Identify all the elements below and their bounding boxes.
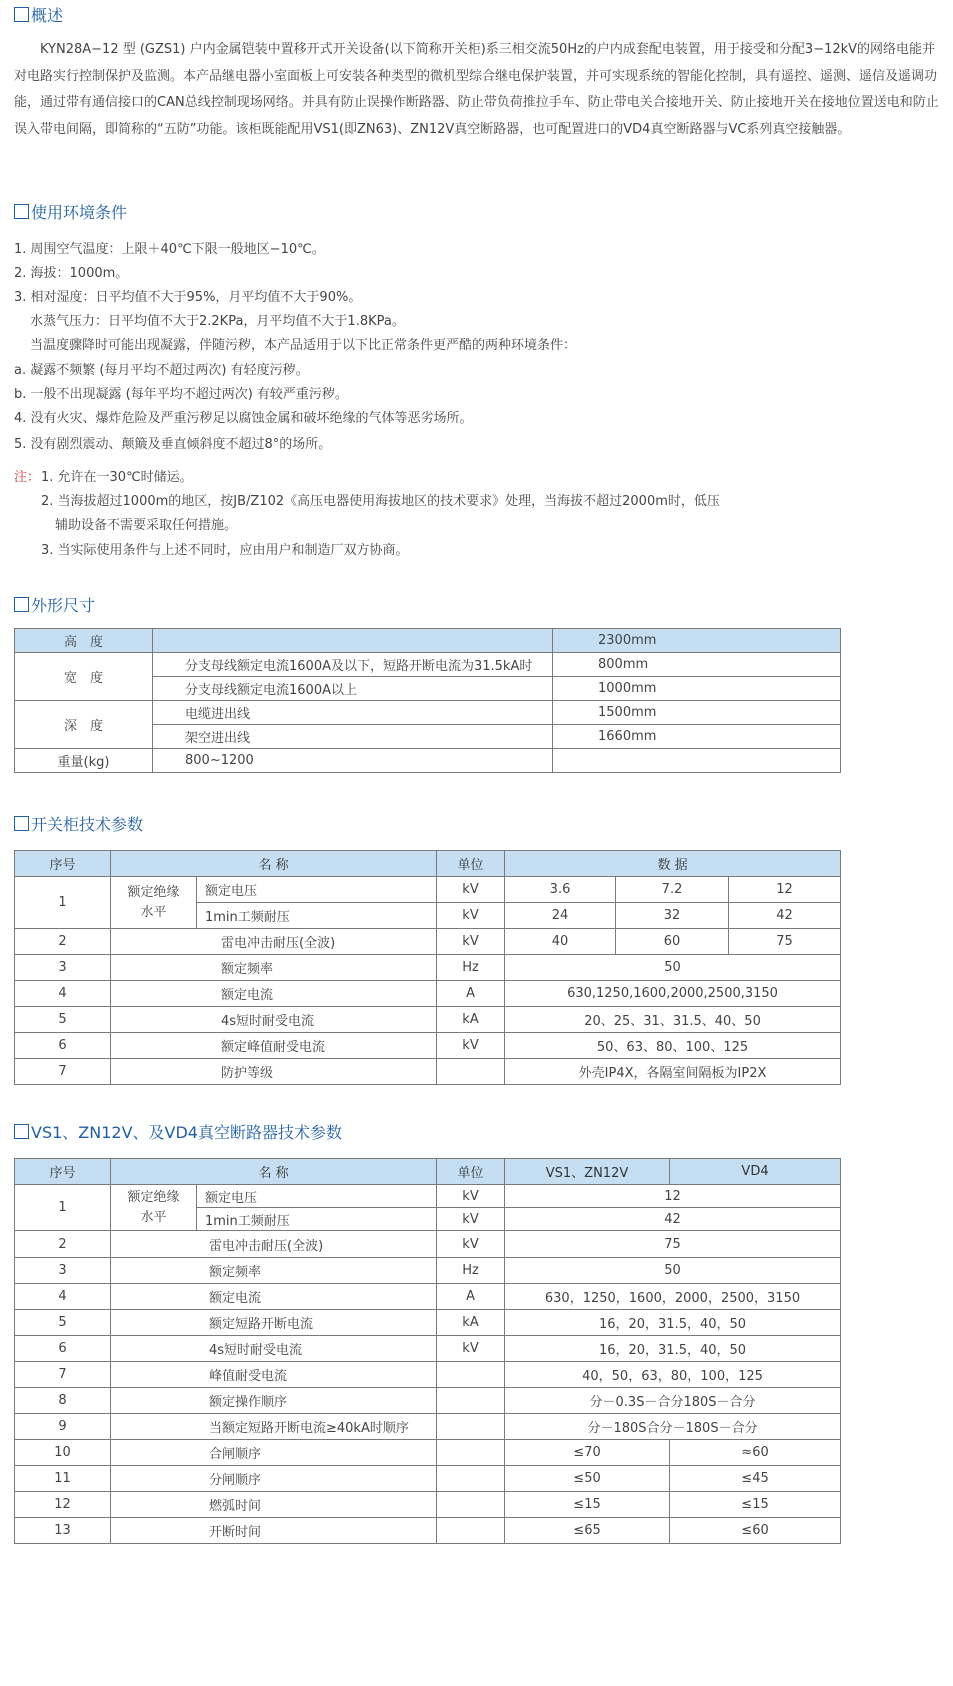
table-row: 1min工频耐压 kV 42 bbox=[15, 1208, 841, 1231]
weight-value: 800~1200 bbox=[153, 749, 553, 773]
env-line-a: a. 凝露不频繁 (每月平均不超过两次) 有轻度污秽。 bbox=[14, 363, 309, 378]
table-row: 1 额定绝缘水平 额定电压 kV 3.6 7.2 12 bbox=[15, 877, 841, 903]
weight-label: 重量(kg) bbox=[15, 749, 153, 773]
table-row: 7 防护等级 外壳IP4X，各隔室间隔板为IP2X bbox=[15, 1059, 841, 1085]
dimensions-table bbox=[14, 628, 841, 773]
overview-title: 概述 bbox=[14, 6, 63, 26]
checkbox-square-icon bbox=[14, 597, 29, 612]
table-row: 6 额定峰值耐受电流 kV 50、63、80、100、125 bbox=[15, 1033, 841, 1059]
breaker-table bbox=[14, 1158, 841, 1544]
table-row: 10 合闸顺序 ≤70 ≈60 bbox=[15, 1440, 841, 1466]
checkbox-square-icon bbox=[14, 816, 29, 831]
cabinet-title: 开关柜技术参数 bbox=[14, 815, 143, 835]
cabinet-table bbox=[14, 850, 841, 1085]
group-label: 额定绝缘水平 bbox=[111, 877, 197, 929]
dimensions-title: 外形尺寸 bbox=[14, 596, 95, 616]
note-2-cont: 辅助设备不需要采取任何措施。 bbox=[55, 518, 238, 533]
table-row: 8 额定操作顺序 分－0.3S－合分180S－合分 bbox=[15, 1388, 841, 1414]
table-row: 深 度 电缆进出线 1500mm bbox=[15, 701, 841, 725]
table-row: 5 额定短路开断电流 kA 16，20，31.5，40，50 bbox=[15, 1310, 841, 1336]
env-line-3: 3. 相对湿度：日平均值不大于95%，月平均值不大于90%。 bbox=[14, 290, 362, 305]
table-row: 4 额定电流 A 630,1250,1600,2000,2500,3150 bbox=[15, 981, 841, 1007]
table-row bbox=[15, 749, 841, 773]
height-value: 2300mm bbox=[553, 629, 841, 653]
table-row: 2 雷电冲击耐压(全波) kV 40 60 75 bbox=[15, 929, 841, 955]
env-line-condensation: 当温度骤降时可能出现凝露，伴随污秽，本产品适用于以下比正常条件更严酷的两种环境条件： bbox=[30, 338, 577, 353]
width-label: 宽 度 bbox=[15, 653, 153, 701]
table-row: 3 额定频率 Hz 50 bbox=[15, 955, 841, 981]
depth-label: 深 度 bbox=[15, 701, 153, 749]
overview-paragraph: KYN28A−12 型 (GZS1) 户内金属铠装中置移开式开关设备(以下简称开关柜)系三相交流50Hz的户内成套配电装置，用于接受和分配3−12kV的网络电能并对电路实行控制保护及监测。本产品继电器小室面板上可安装各种类型的微机型综合继电保护装置，并可实现系统的智能化控制，具有遥控、遥测、遥信及遥调功能，通过带有通信接口的CAN总线控制现场网络。并具有防止误操作断路器、防止带负荷推拉手车、防止带电关合接地开关、防止接地开关在接地位置送电和防止误入带电间隔，即简称的“五防”功能。该柜既能配用VS1(即ZN63)、ZN12V真空断路器，也可配置进口的VD4真空断路器与VC系列真空接触器。 bbox=[14, 42, 939, 137]
height-label: 高 度 bbox=[15, 629, 153, 653]
env-line-vapor: 水蒸气压力：日平均值不大于2.2KPa，月平均值不大于1.8KPa。 bbox=[30, 314, 405, 329]
table-row: 9 当额定短路开断电流≥40kA时顺序 分－180S合分－180S－合分 bbox=[15, 1414, 841, 1440]
table-row: 13 开断时间 ≤65 ≤60 bbox=[15, 1518, 841, 1544]
note-2: 2. 当海拔超过1000m的地区，按JB/Z102《高压电器使用海拔地区的技术要求》处理，当海拔不超过2000m时，低压 bbox=[41, 494, 720, 509]
env-line-2: 2. 海拔：1000m。 bbox=[14, 266, 129, 281]
table-row: 3 额定频率 Hz 50 bbox=[15, 1258, 841, 1284]
table-header-row: 序号 名 称 单位 数 据 bbox=[15, 851, 841, 877]
table-row: 5 4s短时耐受电流 kA 20、25、31、31.5、40、50 bbox=[15, 1007, 841, 1033]
table-row: 1 额定绝缘水平 额定电压 kV 12 bbox=[15, 1185, 841, 1208]
checkbox-square-icon bbox=[14, 204, 29, 219]
environment-title: 使用环境条件 bbox=[14, 203, 127, 223]
table-row: 2 雷电冲击耐压(全波) kV 75 bbox=[15, 1231, 841, 1258]
table-row: 6 4s短时耐受电流 kV 16，20，31.5，40，50 bbox=[15, 1336, 841, 1362]
table-row: 宽 度 分支母线额定电流1600A及以下，短路开断电流为31.5kA时 800mm bbox=[15, 653, 841, 677]
note-label: 注： bbox=[14, 470, 41, 485]
checkbox-square-icon bbox=[14, 1124, 29, 1139]
table-header-row: 序号 名 称 单位 VS1、ZN12V VD4 bbox=[15, 1159, 841, 1185]
env-line-b: b. 一般不出现凝露 (每年平均不超过两次) 有较严重污秽。 bbox=[14, 387, 348, 402]
table-row: 12 燃弧时间 ≤15 ≤15 bbox=[15, 1492, 841, 1518]
table-row: 11 分闸顺序 ≤50 ≤45 bbox=[15, 1466, 841, 1492]
table-row: 分支母线额定电流1600A以上 1000mm bbox=[15, 677, 841, 701]
checkbox-square-icon bbox=[14, 7, 29, 22]
env-line-1: 1. 周围空气温度：上限＋40℃下限一般地区−10℃。 bbox=[14, 242, 325, 257]
env-line-4: 4. 没有火灾、爆炸危险及严重污秽足以腐蚀金属和破坏绝缘的气体等恶劣场所。 bbox=[14, 411, 473, 426]
table-row: 4 额定电流 A 630，1250，1600，2000，2500，3150 bbox=[15, 1284, 841, 1310]
table-row: 1min工频耐压 kV 24 32 42 bbox=[15, 903, 841, 929]
table-row: 7 峰值耐受电流 40，50，63，80，100，125 bbox=[15, 1362, 841, 1388]
group-label: 额定绝缘水平 bbox=[111, 1185, 197, 1231]
breaker-title: VS1、ZN12V、及VD4真空断路器技术参数 bbox=[14, 1123, 342, 1143]
note-1: 1. 允许在一30℃时储运。 bbox=[41, 470, 193, 485]
table-row: 架空进出线 1660mm bbox=[15, 725, 841, 749]
note-3: 3. 当实际使用条件与上述不同时，应由用户和制造厂双方协商。 bbox=[41, 543, 409, 558]
env-line-5: 5. 没有剧烈震动、颠簸及垂直倾斜度不超过8°的场所。 bbox=[14, 437, 332, 452]
table-row bbox=[15, 629, 841, 653]
